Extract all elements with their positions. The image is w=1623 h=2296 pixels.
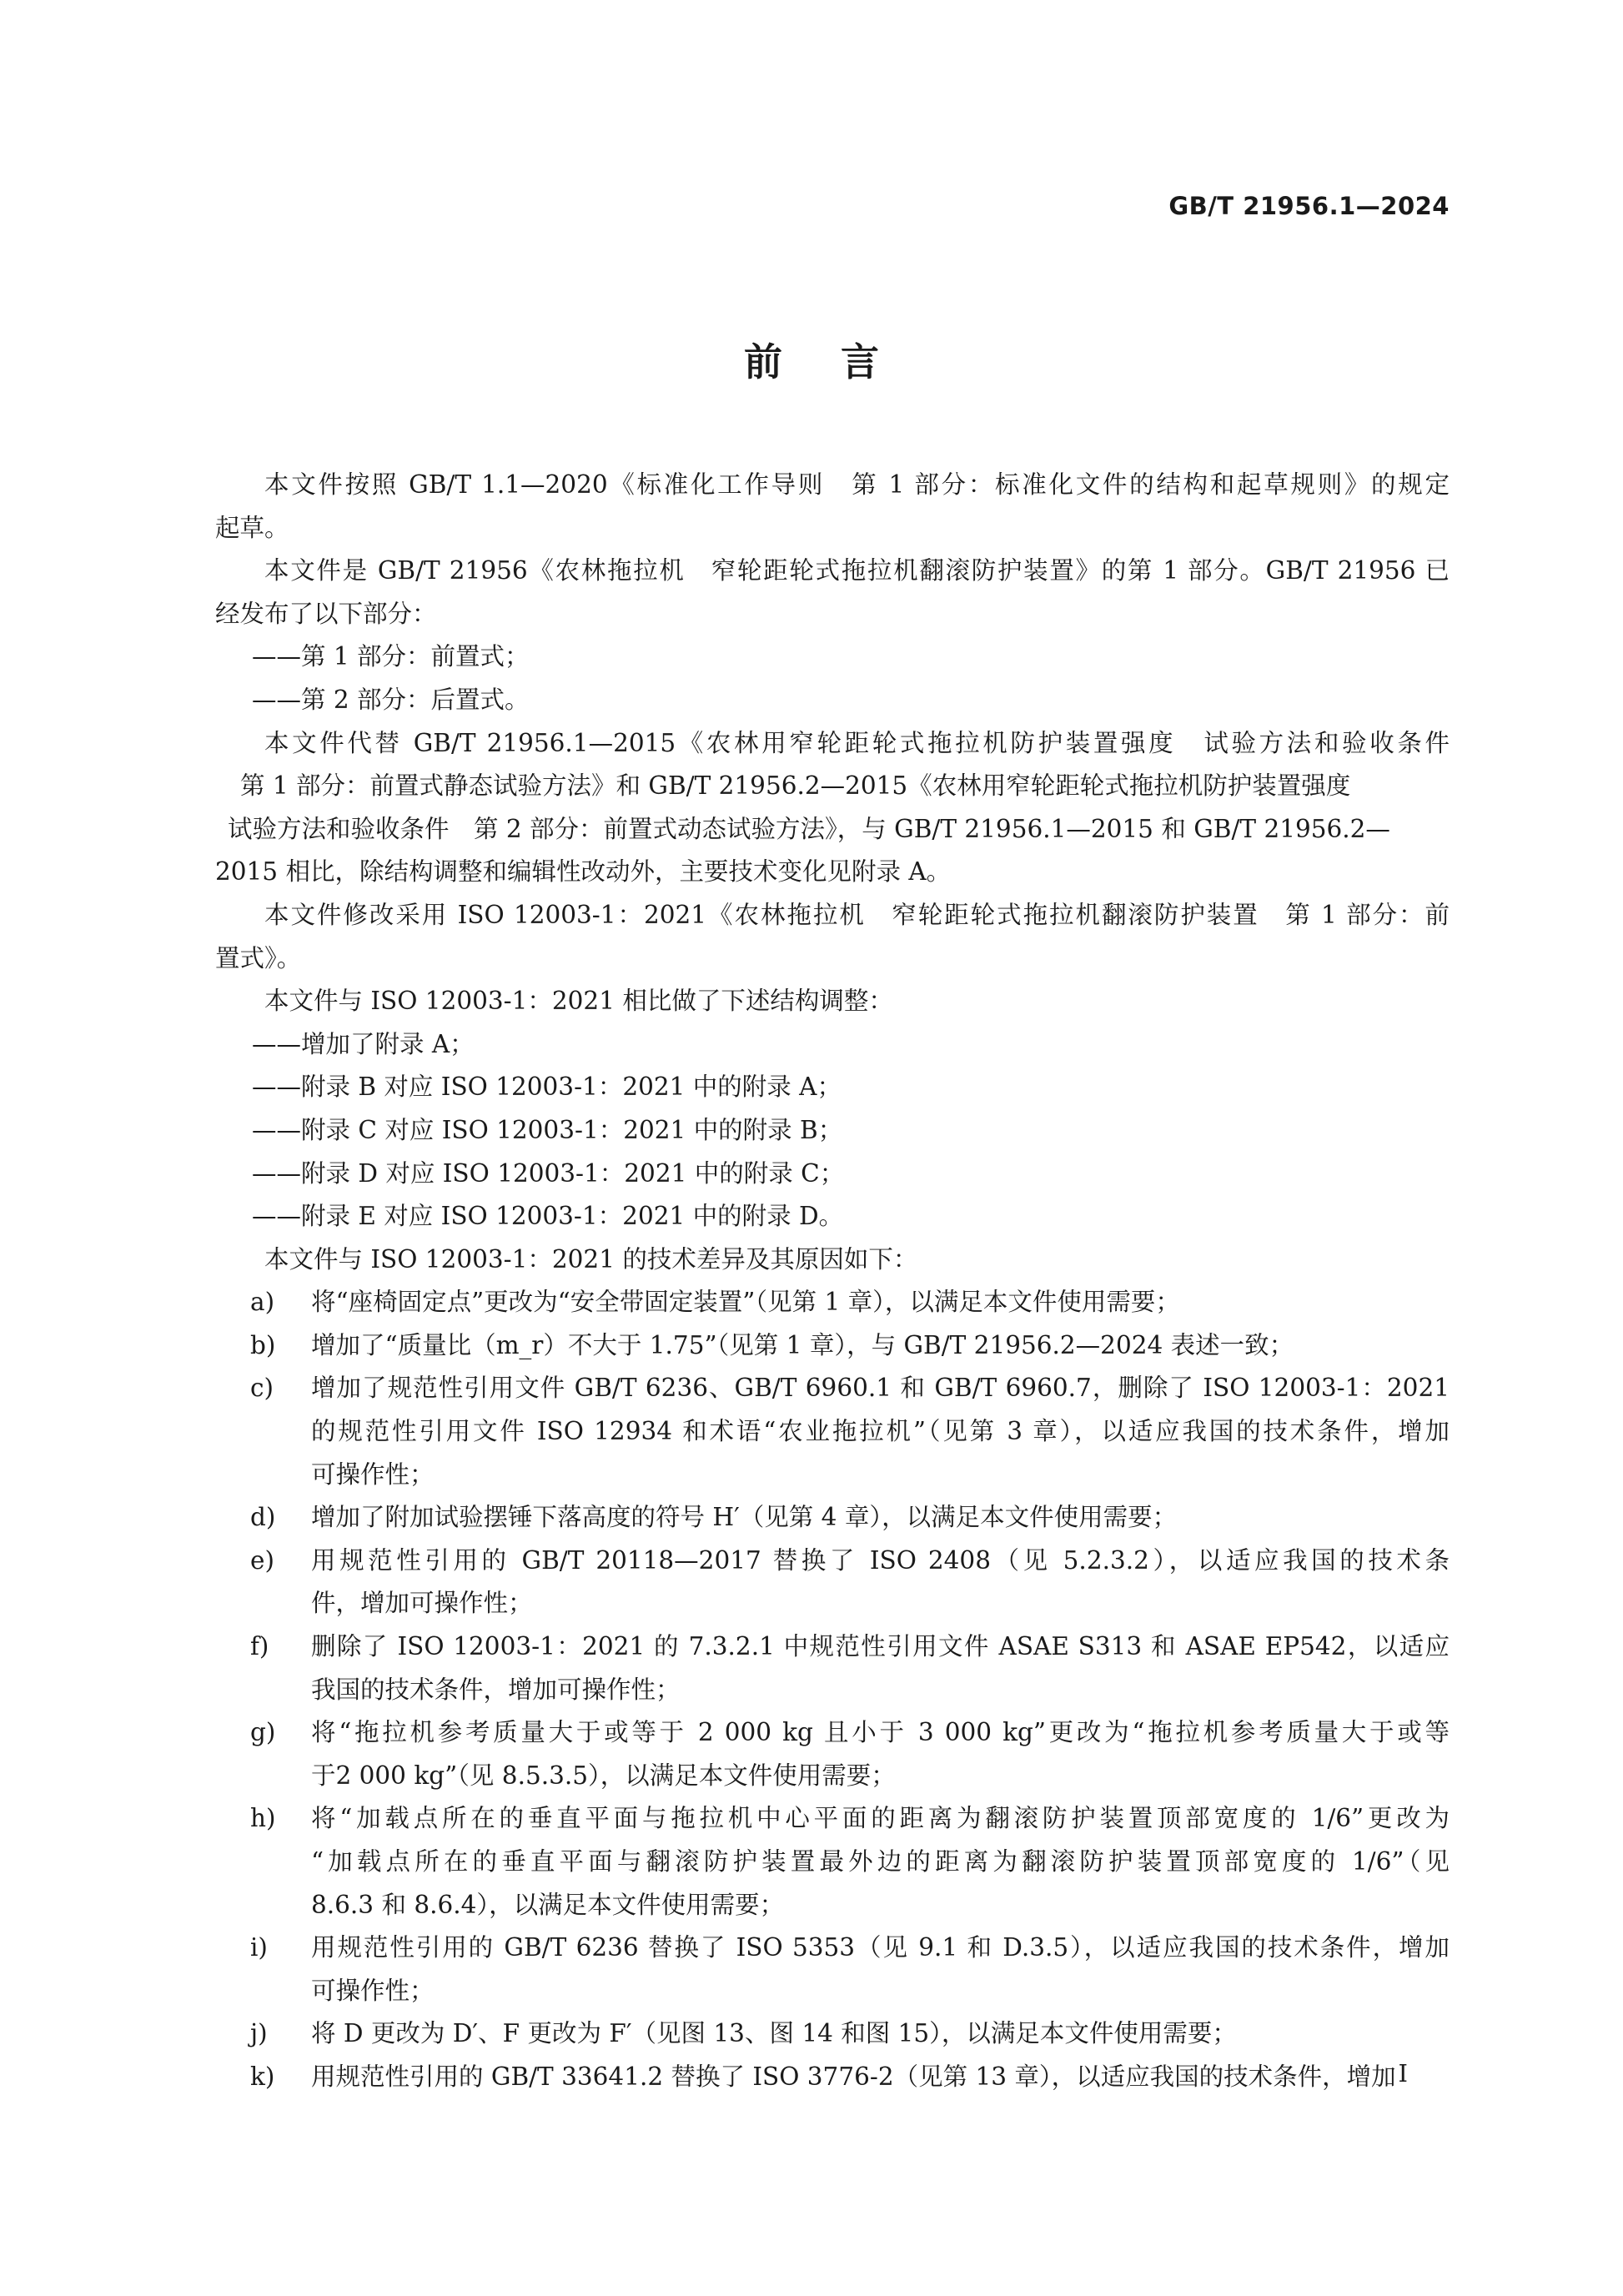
list-item: ——第 2 部分：后置式。 <box>252 685 530 714</box>
paragraph-adoption <box>215 894 1450 980</box>
text-line: 增加了附加试验摆锤下落高度的符号 H′（见第 4 章），以满足本文件使用需要； <box>311 1503 1178 1532</box>
text-line: 可操作性； <box>311 1976 435 2005</box>
item-label: h) <box>250 1804 276 1833</box>
standard-number: GB/T 21956.1—2024 <box>1168 192 1450 220</box>
paragraph-structure-intro <box>215 980 1450 1023</box>
list-item: ——附录 B 对应 ISO 12003-1：2021 中的附录 A； <box>252 1073 842 1102</box>
item-text <box>311 1927 1450 2012</box>
list-item: ——增加了附录 A； <box>252 1029 475 1058</box>
list-item: ——附录 D 对应 ISO 12003-1：2021 中的附录 C； <box>252 1158 845 1188</box>
paragraph-series <box>215 550 1450 636</box>
text-line: 第 1 部分：前置式静态试验方法》和 GB/T 21956.2—2015《农林用窄轮距轮式拖拉机防护装置强度 <box>240 771 1351 801</box>
item-label: j) <box>250 2019 268 2048</box>
text-line: 增加了规范性引用文件 GB/T 6236、GB/T 6960.1 和 GB/T 6960.7，删除了 ISO 12003-1：2021 <box>311 1374 1450 1403</box>
text-line: 于2 000 kg”（见 8.5.3.5），以满足本文件使用需要； <box>311 1761 896 1790</box>
text-line: 将 D 更改为 D′、F 更改为 F′（见图 13、图 14 和图 15），以满足本文件使用需要； <box>311 2019 1237 2048</box>
parts-list <box>215 636 1450 721</box>
text-line: 将“加载点所在的垂直平面与拖拉机中心平面的距离为翻滚防护装置顶部宽度的 1/6”更改为 <box>311 1804 1450 1833</box>
item-text <box>311 1367 1450 1496</box>
page-title: 前言 <box>744 339 937 384</box>
text-line: 置式》。 <box>215 943 302 972</box>
list-item <box>215 1927 1450 2012</box>
item-text <box>311 1625 1450 1711</box>
item-label: c) <box>250 1374 274 1403</box>
item-text <box>311 1711 1450 1797</box>
text-line: 用规范性引用的 GB/T 20118—2017 替换了 ISO 2408（见 5.2.3.2），以适应我国的技术条 <box>311 1545 1450 1575</box>
list-item: ——附录 C 对应 ISO 12003-1：2021 中的附录 B； <box>252 1115 843 1144</box>
list-item <box>215 1540 1450 1625</box>
text-line: 本文件是 GB/T 21956《农林拖拉机 窄轮距轮式拖拉机翻滚防护装置》的第 1 部分。GB/T 21956 已 <box>264 556 1450 585</box>
list-item <box>215 1324 1450 1368</box>
text-line: 经发布了以下部分： <box>215 599 437 628</box>
list-item <box>215 1711 1450 1797</box>
text-line: 试验方法和验收条件 第 2 部分：前置式动态试验方法》，与 GB/T 21956.1—2015 和 GB/T 21956.2— <box>228 814 1390 843</box>
item-text <box>311 2012 1450 2056</box>
item-text <box>311 2056 1450 2099</box>
list-item: ——第 1 部分：前置式； <box>252 642 530 671</box>
item-label: a) <box>250 1288 275 1317</box>
list-item <box>215 1367 1450 1496</box>
technical-differences-list <box>215 1281 1450 2098</box>
text-line: 我国的技术条件，增加可操作性； <box>311 1675 681 1704</box>
item-text <box>311 1540 1450 1625</box>
item-label: e) <box>250 1545 274 1575</box>
text-line: 本文件与 ISO 12003-1：2021 相比做了下述结构调整： <box>264 987 893 1016</box>
item-text <box>311 1797 1450 1927</box>
text-line: 2015 相比，除结构调整和编辑性改动外，主要技术变化见附录 A。 <box>215 857 952 887</box>
paragraph-replaces <box>215 722 1450 894</box>
structure-list <box>215 1023 1450 1238</box>
list-item <box>215 1281 1450 1324</box>
text-line: 件，增加可操作性； <box>311 1589 533 1618</box>
item-label: d) <box>250 1503 276 1532</box>
text-line: 用规范性引用的 GB/T 33641.2 替换了 ISO 3776-2（见第 13 章），以适应我国的技术条件，增加 <box>311 2062 1396 2091</box>
item-label: b) <box>250 1330 276 1359</box>
text-line: 用规范性引用的 GB/T 6236 替换了 ISO 5353（见 9.1 和 D.3.5），以适应我国的技术条件，增加 <box>311 1933 1450 1962</box>
item-label: k) <box>250 2062 275 2091</box>
text-line: 8.6.3 和 8.6.4），以满足本文件使用需要； <box>311 1890 785 1919</box>
text-line: 本文件与 ISO 12003-1：2021 的技术差异及其原因如下： <box>264 1244 918 1274</box>
text-line: 本文件按照 GB/T 1.1—2020《标准化工作导则 第 1 部分：标准化文件的结构和起草规则》的规定 <box>264 470 1450 499</box>
item-text <box>311 1496 1450 1540</box>
item-text <box>311 1281 1450 1324</box>
text-line: 的规范性引用文件 ISO 12934 和术语“农业拖拉机”（见第 3 章），以适应我国的技术条件，增加 <box>311 1417 1450 1446</box>
text-line: 增加了“质量比（m_r）不大于 1.75”（见第 1 章），与 GB/T 21956.2—2024 表述一致； <box>311 1330 1294 1359</box>
paragraph-tech-diff-intro <box>215 1238 1450 1282</box>
page-number: I <box>1398 2059 1408 2088</box>
item-label: i) <box>250 1933 268 1962</box>
item-label: g) <box>250 1718 276 1747</box>
list-item <box>215 1496 1450 1540</box>
text-line: 可操作性； <box>311 1459 435 1489</box>
text-line: 将“拖拉机参考质量大于或等于 2 000 kg 且小于 3 000 kg”更改为“拖拉机参考质量大于或等 <box>311 1718 1450 1747</box>
text-line: 将“座椅固定点”更改为“安全带固定装置”（见第 1 章），以满足本文件使用需要； <box>311 1288 1180 1317</box>
text-line: 本文件代替 GB/T 21956.1—2015《农林用窄轮距轮式拖拉机防护装置强度 试验方法和验收条件 <box>264 728 1450 757</box>
text-line: 起草。 <box>215 513 289 542</box>
list-item <box>215 1797 1450 1927</box>
list-item <box>215 2056 1450 2099</box>
text-line: “加载点所在的垂直平面与翻滚防护装置最外边的距离为翻滚防护装置顶部宽度的 1/6”（见 <box>311 1847 1450 1876</box>
paragraph-drafting-rules <box>215 464 1450 550</box>
list-item <box>215 1625 1450 1711</box>
item-text <box>311 1324 1450 1368</box>
document-body <box>215 464 1450 2099</box>
list-item: ——附录 E 对应 ISO 12003-1：2021 中的附录 D。 <box>252 1202 844 1231</box>
list-item <box>215 2012 1450 2056</box>
text-line: 本文件修改采用 ISO 12003-1：2021《农林拖拉机 窄轮距轮式拖拉机翻滚防护装置 第 1 部分：前 <box>264 900 1450 929</box>
text-line: 删除了 ISO 12003-1：2021 的 7.3.2.1 中规范性引用文件 ASAE S313 和 ASAE EP542，以适应 <box>311 1632 1450 1661</box>
item-label: f) <box>250 1632 269 1661</box>
